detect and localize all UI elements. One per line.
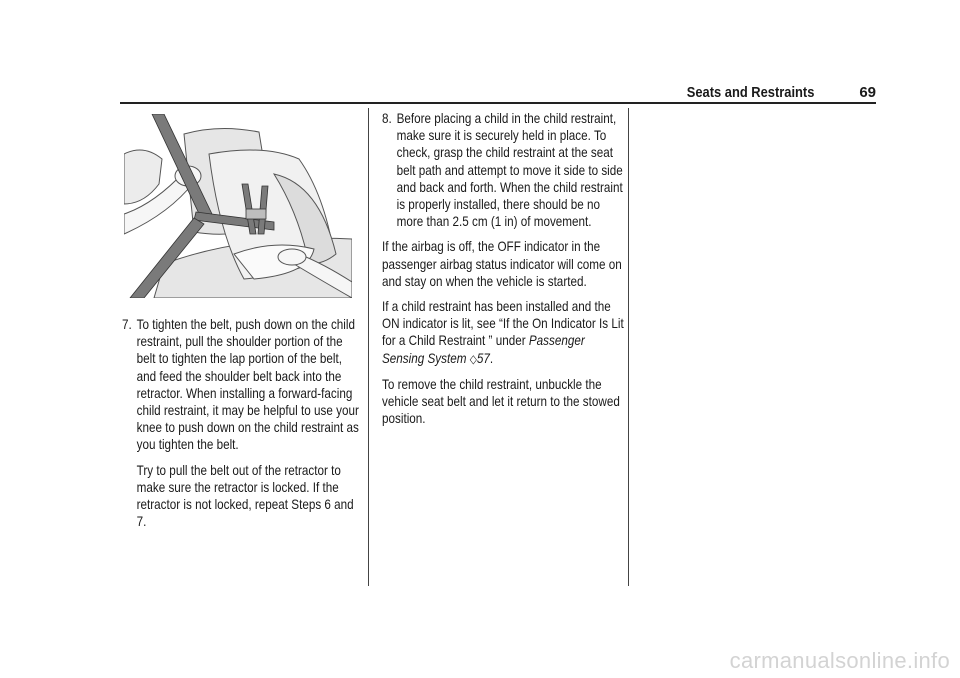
section-title: Seats and Restraints bbox=[686, 84, 814, 101]
step-7-followup: Try to pull the belt out of the retractor to make sure the retractor is locked. If the retractor is not locked, repeat Steps 6 and 7. bbox=[136, 462, 354, 530]
right-column bbox=[382, 110, 625, 435]
watermark: carmanualsonline.info bbox=[729, 648, 950, 673]
remove-restraint-paragraph: To remove the child restraint, unbuckle the vehicle seat belt and let it return to the stowed position. bbox=[382, 376, 620, 427]
step-7-number: 7. bbox=[122, 317, 132, 332]
seat-belt-tightening-drawing bbox=[124, 114, 352, 298]
airbag-off-paragraph: If the airbag is off, the OFF indicator in the passenger airbag status indicator will come on and stay on when the vehicle is started. bbox=[382, 239, 622, 289]
step-8 bbox=[382, 110, 625, 230]
period: . bbox=[489, 350, 494, 366]
header-rule bbox=[120, 102, 876, 104]
on-indicator-text: If a child restraint has been installed and the ON indicator is lit, see “If the On Indicator Is Lit for a Child Restraint ” under bbox=[382, 299, 624, 349]
page-reference-number[interactable]: 57 bbox=[476, 350, 490, 366]
page-number: 69 bbox=[859, 84, 876, 101]
on-indicator-paragraph bbox=[382, 298, 625, 368]
left-column bbox=[122, 316, 365, 538]
page-reference-icon: ◇ bbox=[469, 351, 477, 366]
child-restraint-illustration bbox=[124, 114, 352, 298]
page-header bbox=[120, 84, 876, 102]
step-8-text: Before placing a child in the child restraint, make sure it is securely held in place. To check, grasp the child restraint at the seat belt path and attempt to move it side to side and back and forth. When the child restraint is properly installed, there should be no more than 2.5 cm (1 in) of movement. bbox=[396, 111, 623, 230]
passenger-sensing-system-link[interactable]: Passenger Sensing System bbox=[382, 333, 585, 366]
step-7-text: To tighten the belt, push down on the child restraint, pull the shoulder portion of the belt to tighten the lap portion of the belt, and feed the shoulder belt back into the retractor. When installing a forward-facing child restraint, it may be helpful to use your knee to push down on the child restraint as you tighten the belt. bbox=[136, 317, 359, 453]
column-divider-right bbox=[628, 108, 629, 586]
step-8-number: 8. bbox=[382, 111, 392, 126]
step-7 bbox=[122, 316, 365, 454]
column-divider-left bbox=[368, 108, 369, 586]
